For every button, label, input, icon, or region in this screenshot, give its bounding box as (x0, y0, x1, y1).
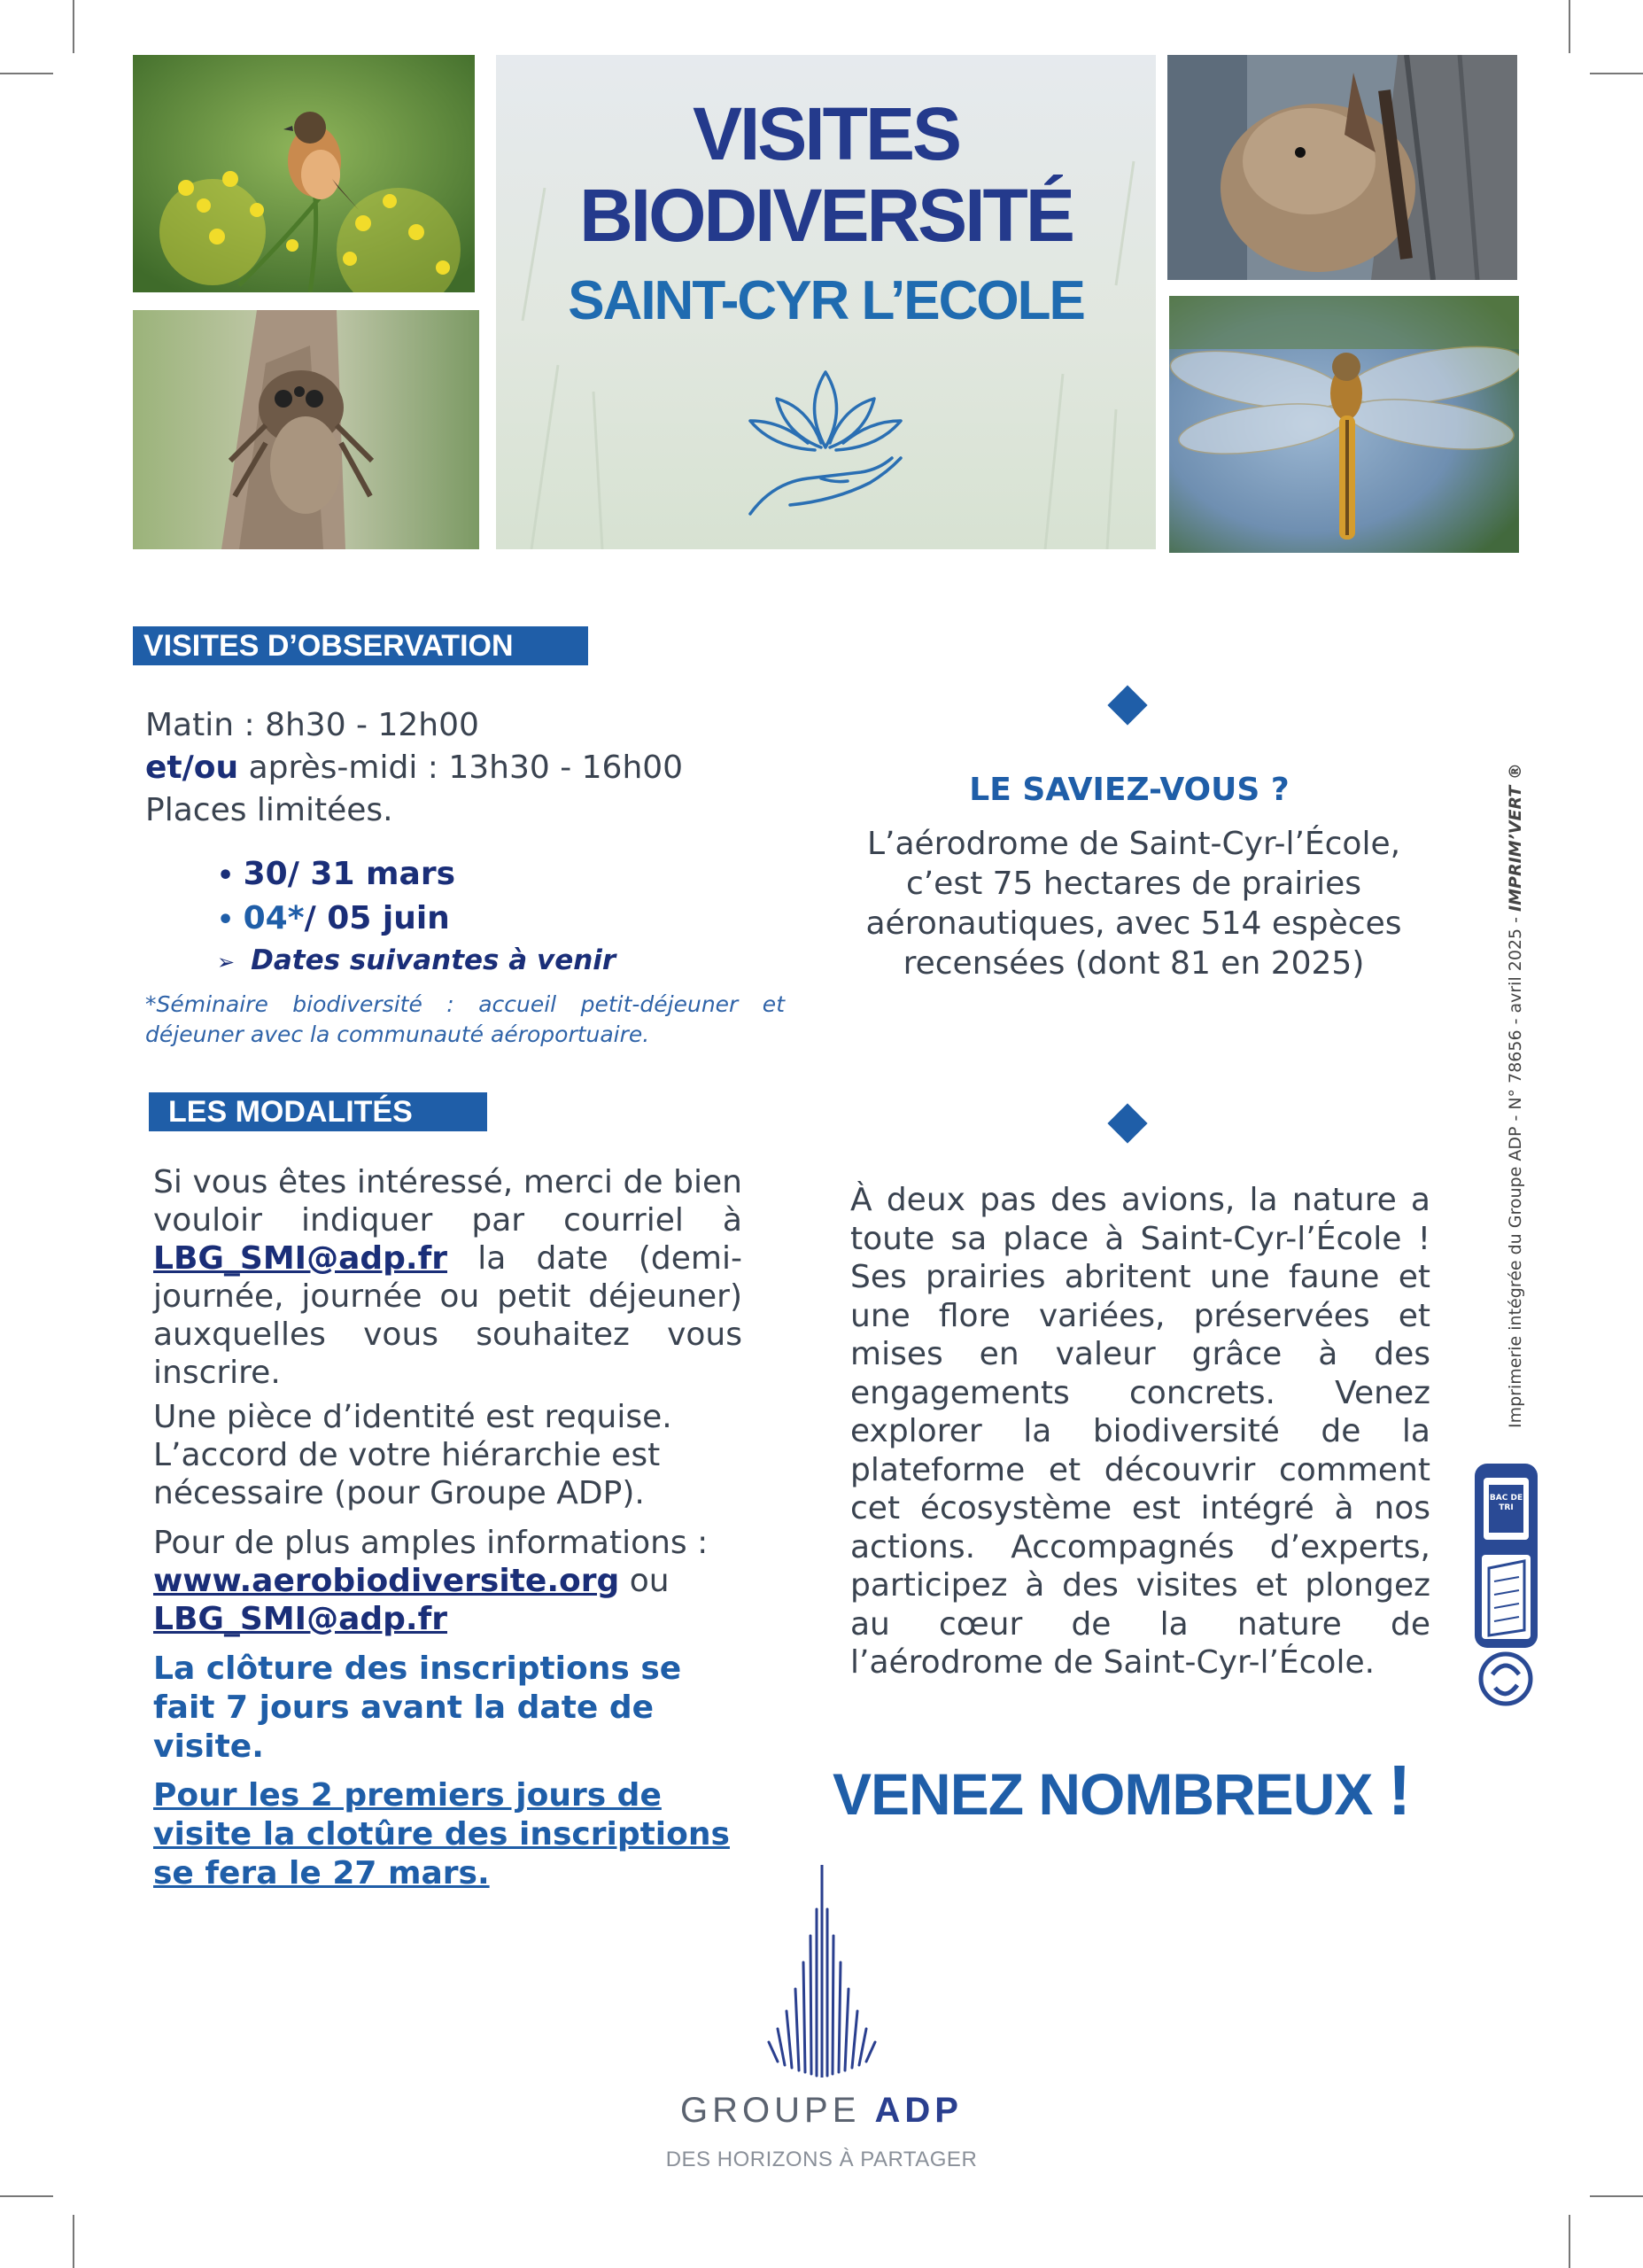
title-line2: BIODIVERSITÉ (579, 174, 1073, 257)
arrow-bullet-icon: ➢ (217, 950, 236, 975)
cloture-notice: La clôture des inscriptions se fait 7 jours avant la date de visite. (153, 1651, 682, 1765)
bullet-icon: • (217, 905, 244, 936)
email-link[interactable]: LBG_SMI@adp.fr (153, 1240, 447, 1277)
crop-mark (73, 2215, 74, 2268)
crop-mark (0, 2195, 53, 2197)
cloture-first-days: Pour les 2 premiers jours de visite la clotûre des inscriptions se fera le 27 mars. (153, 1777, 730, 1891)
id-required: Une pièce d’identité est requise. (153, 1399, 672, 1435)
diamond-icon (1107, 1103, 1147, 1143)
venez-text: VENEZ NOMBREUX (833, 1761, 1373, 1827)
dragonfly-photo (1169, 296, 1519, 553)
section-label-observation: VISITES D’OBSERVATION (133, 626, 588, 665)
logo-groupe: GROUPE (680, 2091, 875, 2130)
modalites-paragraph (153, 1163, 742, 1392)
diamond-icon (1107, 685, 1147, 725)
spider-photo (133, 310, 479, 549)
dates-list (217, 853, 616, 981)
nature-text: À deux pas des avions, la nature a toute sa place à Saint-Cyr-l’École ! Ses prairies abritent une faune et une flore variées, préservées et mises en valeur grâce à des engagements concrets. Venez explorer la biodiversité de la plateforme et découvrir comment cet écosystème est intégré à nos actions. Accompagnés d’experts, participez à des visites et plongez au cœur de la nature de l’aérodrome de Saint-Cyr-l’École. (850, 1182, 1430, 1681)
schedule-afternoon-bold: et/ou (145, 750, 239, 786)
bird-photo (133, 55, 475, 292)
title-line1: VISITES (692, 92, 960, 175)
crop-mark (1590, 73, 1643, 74)
more-info-links (153, 1562, 742, 1600)
modalites-text: Si vous êtes intéressé, merci de bien vouloir indiquer par courriel à (153, 1164, 742, 1239)
imprimvert-text: IMPRIM’VERT ® (1506, 763, 1525, 912)
places-limitees: Places limitées. (145, 792, 393, 828)
date-text-highlight: 04* (243, 900, 305, 936)
crop-mark (1590, 2195, 1643, 2197)
bat-photo (1167, 55, 1517, 280)
date-item (217, 853, 616, 897)
more-info-intro: Pour de plus amples informations : (153, 1525, 709, 1561)
modalites-text: la date (demi-journée, journée ou petit déjeuner) auxquelles vous souhaitez vous inscrire. (153, 1240, 742, 1391)
logo-adp: ADP (874, 2091, 963, 2130)
crop-mark (0, 73, 53, 74)
schedule-morning: Matin : 8h30 - 12h00 (145, 707, 479, 743)
recycling-badge (1473, 1462, 1539, 1710)
adp-tagline: DES HORIZONS À PARTAGER (665, 2148, 978, 2171)
date-item (217, 942, 616, 981)
printer-mention (1506, 763, 1525, 1428)
venez-exclaim: ! (1387, 1751, 1411, 1829)
schedule-afternoon (145, 747, 683, 789)
date-text: Dates suivantes à venir (251, 944, 616, 976)
bac-label: BAC DE TRI (1489, 1494, 1523, 1512)
more-info-email (153, 1600, 742, 1638)
date-text: / 05 juin (304, 900, 450, 936)
hierarchy-required: L’accord de votre hiérarchie est nécessaire (pour Groupe ADP). (153, 1437, 661, 1511)
or-text: ou (619, 1563, 670, 1599)
crop-mark (1569, 0, 1570, 53)
saviez-heading: LE SAVIEZ-VOUS ? (969, 772, 1290, 808)
schedule-afternoon-text: après-midi : 13h30 - 16h00 (238, 750, 684, 786)
crop-mark (1569, 2215, 1570, 2268)
email-link-2[interactable]: LBG_SMI@adp.fr (153, 1601, 447, 1637)
adp-logo-icon (742, 1865, 902, 2078)
printer-text: Imprimerie intégrée du Groupe ADP - N° 78656 - avril 2025 - (1506, 911, 1525, 1428)
website-link[interactable]: www.aerobiodiversite.org (153, 1563, 620, 1599)
section-label-modalites: LES MODALITÉS (149, 1092, 487, 1131)
lotus-hand-icon (737, 359, 914, 518)
subtitle: SAINT-CYR L’ECOLE (568, 270, 1084, 331)
venez-nombreux (833, 1750, 1410, 1831)
date-item (217, 897, 616, 942)
bullet-icon: • (217, 860, 244, 891)
crop-mark (73, 0, 74, 53)
seminar-note: *Séminaire biodiversité : accueil petit-déjeuner et déjeuner avec la communauté aéroportuaire. (145, 991, 785, 1047)
saviez-text: L’aérodrome de Saint-Cyr-l’École, c’est 75 hectares de prairies aéronautiques, avec 514 espèces recensées (dont 81 en 2025) (865, 826, 1402, 982)
more-info (153, 1524, 742, 1638)
adp-logo-name (660, 2091, 983, 2131)
date-text: 30/ 31 mars (243, 856, 456, 892)
